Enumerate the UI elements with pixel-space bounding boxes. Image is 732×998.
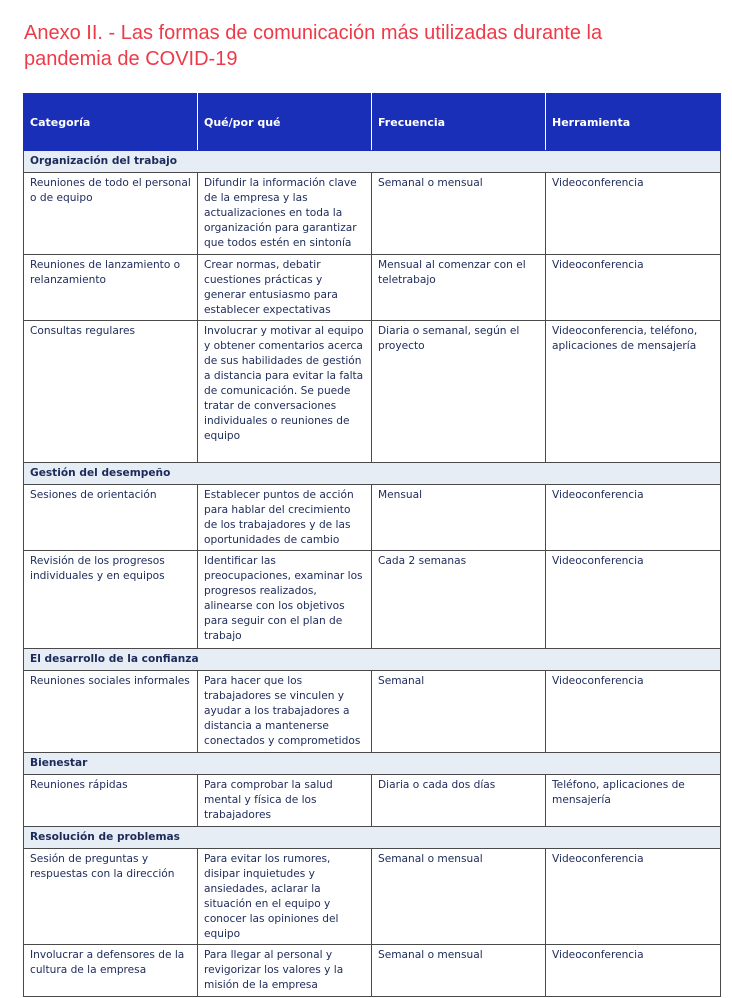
cell-frequency: Semanal o mensual xyxy=(372,849,546,945)
cell-tool: Videoconferencia, teléfono, aplicaciones de mensajería xyxy=(546,321,721,463)
cell-what-why: Para comprobar la salud mental y física de los trabajadores xyxy=(198,775,372,827)
table-row xyxy=(24,671,721,753)
section-title: Organización del trabajo xyxy=(24,151,721,173)
header-tool: Herramienta xyxy=(546,94,721,151)
section-row xyxy=(24,827,721,849)
section-title: El desarrollo de la confianza xyxy=(24,649,721,671)
communication-table xyxy=(23,93,721,997)
section-row xyxy=(24,649,721,671)
cell-frequency: Cada 2 semanas xyxy=(372,551,546,649)
table-row xyxy=(24,173,721,255)
table-row xyxy=(24,849,721,945)
cell-frequency: Semanal xyxy=(372,671,546,753)
section-row xyxy=(24,753,721,775)
section-title: Resolución de problemas xyxy=(24,827,721,849)
table-row xyxy=(24,485,721,551)
cell-frequency: Semanal o mensual xyxy=(372,173,546,255)
table-header-row xyxy=(24,94,721,151)
page-title-line-1: Anexo II. - Las formas de comunicación más utilizadas durante la xyxy=(24,22,603,44)
cell-tool: Videoconferencia xyxy=(546,945,721,997)
cell-tool: Teléfono, aplicaciones de mensajería xyxy=(546,775,721,827)
cell-category: Involucrar a defensores de la cultura de la empresa xyxy=(24,945,198,997)
header-what-why: Qué/por qué xyxy=(198,94,372,151)
cell-what-why: Involucrar y motivar al equipo y obtener comentarios acerca de sus habilidades de gestión a distancia para evitar la falta de comunicación. Se puede tratar de conversaciones individuales o reuniones de equipo xyxy=(198,321,372,463)
cell-what-why: Identificar las preocupaciones, examinar los progresos realizados, alinearse con los objetivos para seguir con el plan de trabajo xyxy=(198,551,372,649)
cell-frequency: Mensual al comenzar con el teletrabajo xyxy=(372,255,546,321)
table-row xyxy=(24,255,721,321)
cell-tool: Videoconferencia xyxy=(546,173,721,255)
cell-category: Reuniones sociales informales xyxy=(24,671,198,753)
cell-category: Reuniones de todo el personal o de equipo xyxy=(24,173,198,255)
cell-frequency: Diaria o cada dos días xyxy=(372,775,546,827)
cell-category: Reuniones de lanzamiento o relanzamiento xyxy=(24,255,198,321)
section-row xyxy=(24,151,721,173)
cell-tool: Videoconferencia xyxy=(546,485,721,551)
page-title xyxy=(24,20,714,72)
cell-tool: Videoconferencia xyxy=(546,849,721,945)
cell-frequency: Diaria o semanal, según el proyecto xyxy=(372,321,546,463)
cell-what-why: Difundir la información clave de la empresa y las actualizaciones en toda la organización para garantizar que todos estén en sintonía xyxy=(198,173,372,255)
cell-what-why: Para llegar al personal y revigorizar los valores y la misión de la empresa xyxy=(198,945,372,997)
cell-category: Sesión de preguntas y respuestas con la dirección xyxy=(24,849,198,945)
page-title-line-2: pandemia de COVID-19 xyxy=(24,48,238,70)
cell-category: Consultas regulares xyxy=(24,321,198,463)
table-row xyxy=(24,321,721,463)
table-row xyxy=(24,551,721,649)
cell-category: Sesiones de orientación xyxy=(24,485,198,551)
section-title: Bienestar xyxy=(24,753,721,775)
cell-tool: Videoconferencia xyxy=(546,671,721,753)
cell-what-why: Para evitar los rumores, disipar inquietudes y ansiedades, aclarar la situación en el equipo y conocer las opiniones del equipo xyxy=(198,849,372,945)
cell-what-why: Para hacer que los trabajadores se vinculen y ayudar a los trabajadores a distancia a mantenerse conectados y comprometidos xyxy=(198,671,372,753)
section-title: Gestión del desempeño xyxy=(24,463,721,485)
cell-frequency: Mensual xyxy=(372,485,546,551)
cell-category: Revisión de los progresos individuales y en equipos xyxy=(24,551,198,649)
header-category: Categoría xyxy=(24,94,198,151)
table-row xyxy=(24,775,721,827)
cell-tool: Videoconferencia xyxy=(546,551,721,649)
cell-category: Reuniones rápidas xyxy=(24,775,198,827)
section-row xyxy=(24,463,721,485)
cell-tool: Videoconferencia xyxy=(546,255,721,321)
header-frequency: Frecuencia xyxy=(372,94,546,151)
cell-frequency: Semanal o mensual xyxy=(372,945,546,997)
table-row xyxy=(24,945,721,997)
cell-what-why: Establecer puntos de acción para hablar del crecimiento de los trabajadores y de las oportunidades de cambio xyxy=(198,485,372,551)
cell-what-why: Crear normas, debatir cuestiones prácticas y generar entusiasmo para establecer expectativas xyxy=(198,255,372,321)
